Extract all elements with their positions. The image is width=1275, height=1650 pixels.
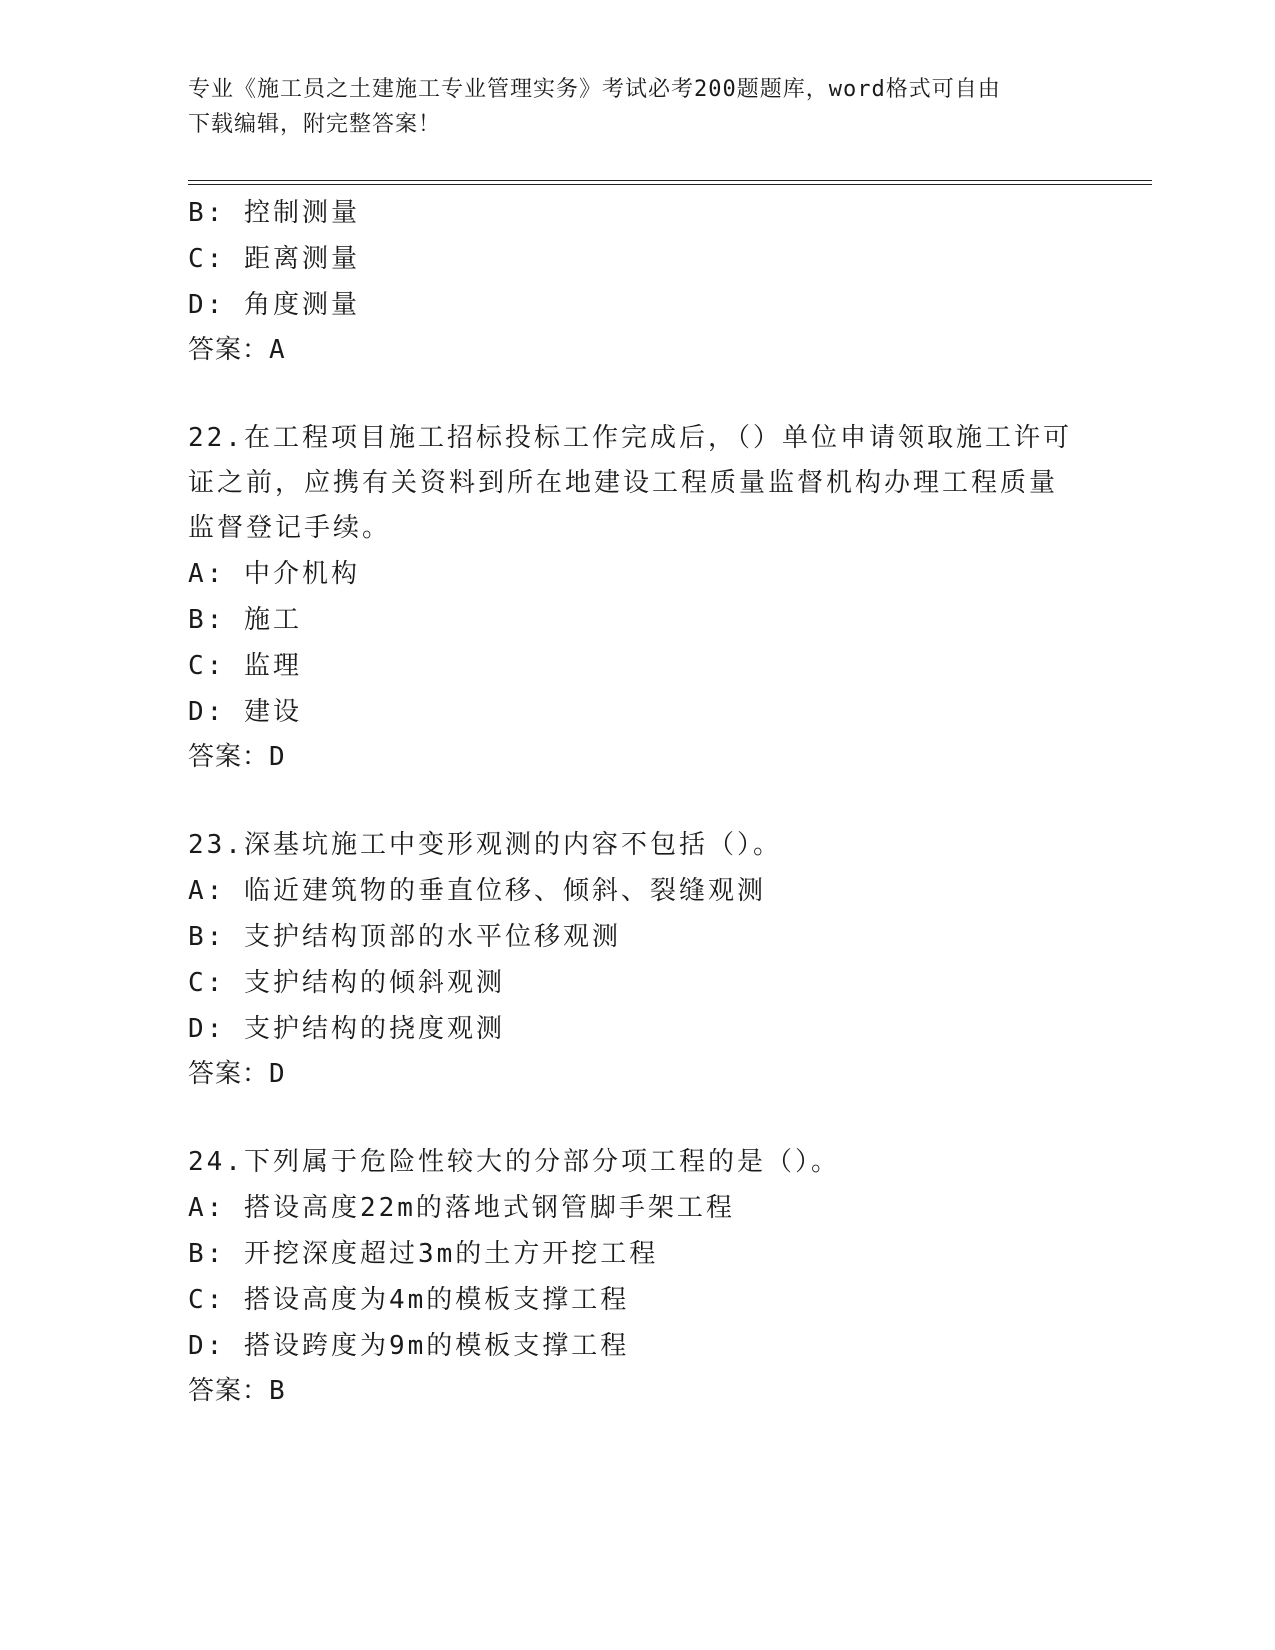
- option-a: A: 临近建筑物的垂直位移、倾斜、裂缝观测: [188, 876, 766, 906]
- question-text-line: 24.下列属于危险性较大的分部分项工程的是（）。: [188, 1147, 840, 1177]
- option-d: D: 支护结构的挠度观测: [188, 1014, 505, 1044]
- question-text-line: 监督登记手续。: [188, 513, 392, 543]
- option-b: B: 开挖深度超过3m的土方开挖工程: [188, 1239, 659, 1269]
- option-b: B: 支护结构顶部的水平位移观测: [188, 922, 621, 952]
- header-rule-bottom: [188, 184, 1152, 185]
- question-23: [188, 823, 1088, 1096]
- prev-question-block: [188, 190, 1088, 372]
- option-a: A: 中介机构: [188, 559, 360, 589]
- option-d: D: 搭设跨度为9m的模板支撑工程: [188, 1331, 630, 1361]
- answer-line: 答案：B: [188, 1376, 286, 1406]
- question-22: [188, 416, 1088, 779]
- header-line-2: 下载编辑，附完整答案！: [188, 112, 442, 137]
- option-a: A: 搭设高度22m的落地式钢管脚手架工程: [188, 1193, 735, 1223]
- option-c: C: 监理: [188, 651, 302, 681]
- document-header: [188, 72, 1068, 142]
- question-text-line: 22.在工程项目施工招标投标工作完成后，（）单位申请领取施工许可: [188, 423, 1072, 453]
- option-d: D: 角度测量: [188, 290, 360, 320]
- option-d: D: 建设: [188, 697, 302, 727]
- option-c: C: 距离测量: [188, 244, 360, 274]
- header-line-1: 专业《施工员之土建施工专业管理实务》考试必考200题题库，word格式可自由: [188, 77, 1001, 102]
- question-text-line: 23.深基坑施工中变形观测的内容不包括（）。: [188, 830, 782, 860]
- option-b: B: 施工: [188, 605, 302, 635]
- option-b: B: 控制测量: [188, 198, 360, 228]
- header-rule-top: [188, 180, 1152, 181]
- answer-line: 答案：D: [188, 742, 286, 772]
- question-content: [188, 190, 1088, 1413]
- answer-line: 答案：A: [188, 335, 286, 365]
- option-c: C: 支护结构的倾斜观测: [188, 968, 505, 998]
- question-24: [188, 1140, 1088, 1413]
- option-c: C: 搭设高度为4m的模板支撑工程: [188, 1285, 630, 1315]
- question-text-line: 证之前，应携有关资料到所在地建设工程质量监督机构办理工程质量: [188, 468, 1059, 498]
- answer-line: 答案：D: [188, 1059, 286, 1089]
